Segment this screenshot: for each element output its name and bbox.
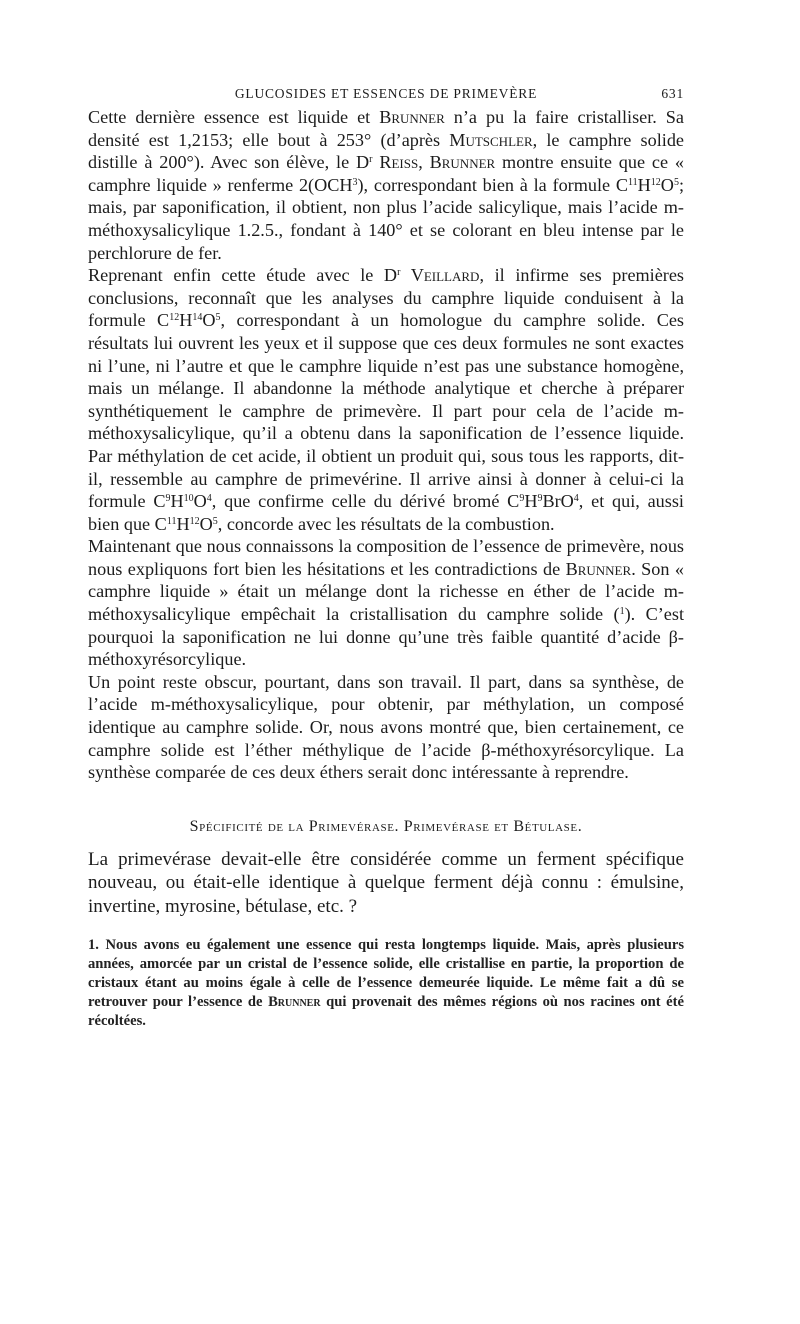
body-text bbox=[88, 106, 684, 784]
superscript: r bbox=[369, 154, 373, 166]
paragraph-2 bbox=[88, 264, 684, 535]
page-number: 631 bbox=[661, 86, 684, 101]
paragraph-3 bbox=[88, 535, 684, 671]
footnote bbox=[88, 936, 684, 1031]
text-run: Cette dernière essence est liquide et bbox=[88, 107, 380, 127]
text-run: Reprenant enfin cette étude avec le D bbox=[88, 265, 398, 286]
text-run: , et qui, aussi bien que C bbox=[88, 491, 684, 534]
superscript: 9 bbox=[165, 493, 171, 505]
text-run: . Son « camphre liquide » était un mélange dont la richesse en éther de l’acide m-méthoxysalicylique empêchait la cristallisation du camphre solide ( bbox=[88, 558, 684, 625]
superscript: 5 bbox=[212, 515, 218, 527]
text-run: n’a pu la faire cristalliser. Sa densité est 1,2153; elle bout à 253° (d’après bbox=[88, 107, 684, 150]
text-run: O bbox=[199, 513, 213, 534]
text-run: BrO bbox=[542, 491, 574, 512]
text-run: , le camphre solide distille à 200°). Avec son élève, le D bbox=[88, 129, 684, 173]
superscript: 4 bbox=[573, 493, 579, 505]
paragraph-4: Un point reste obscur, pourtant, dans son travail. Il part, dans sa synthèse, de l’acide m-méthoxysalicylique, pour obtenir, par méthylation, un composé identique au camphre solide. Or, nous avons montré que, bien certainement, ce camphre solide est l’éther méthylique de l’acide β-méthoxyrésorcylique. La synthèse comparée de ces deux éthers serait donc intéressante à reprendre. bbox=[88, 671, 684, 783]
author-name: Brunner bbox=[565, 558, 632, 579]
superscript: 11 bbox=[628, 176, 638, 188]
text-run: H bbox=[637, 174, 651, 195]
text-run: O bbox=[202, 310, 216, 331]
author-name: Reiss bbox=[372, 152, 419, 173]
footnote-text: qui provenait des mêmes régions où nos racines ont été récoltées. bbox=[88, 994, 685, 1030]
author-name: Mutschler bbox=[449, 129, 533, 150]
footnote-reference: 1 bbox=[619, 606, 625, 618]
text-run: montre ensuite que ce « camphre liquide » renferme 2(OCH bbox=[88, 152, 684, 195]
text-run: H bbox=[179, 310, 193, 331]
superscript: 14 bbox=[192, 312, 203, 324]
text-run: O bbox=[193, 491, 207, 512]
text-run: H bbox=[524, 491, 538, 512]
text-run: ). C’est pourquoi la saponification ne lui donne qu’une très faible quantité d’acide β-méthoxyrésorcylique. bbox=[88, 604, 685, 670]
text-run: , correspondant à un homologue du camphre solide. Ces résultats lui ouvrent les yeux et il suppose que ces deux formules ne sont exactes ni l’une, ni l’autre et que le camphre liquide n’est pas une substance homogène, mais un mélange. Il abandonne la méthode analytique et cherche à préparer synthétiquement le camphre de primevère. Il part pour cela de l’acide m-méthoxysalicylique, qu’il a obtenu dans la saponification de l’essence liquide. Par méthylation de cet acide, il obtient un produit qui, sous tous les rapports, dit-il, ressemble au camphre de primevérine. Il arrive ainsi à donner à celui-ci la formule C bbox=[88, 310, 684, 512]
text-run: , que confirme celle du dérivé bromé C bbox=[211, 491, 520, 512]
text-run: , concorde avec les résultats de la combustion. bbox=[217, 513, 555, 534]
footnote-text: 1. Nous avons eu également une essence qui resta longtemps liquide. Mais, après plusieurs années, amorcée par un cristal de l’essence solide, elle cristallise en partie, la proportion de cristaux étant au moins égale à celle de l’essence demeurée liquide. Le même fait a dû se retrouver pour l’essence de bbox=[88, 937, 684, 1011]
section-heading: Spécificité de la Primevérase. Primevérase et Bétulase. bbox=[189, 817, 583, 835]
text-run: , il infirme ses premières conclusions, reconnaît que les analyses du camphre liquide conduisent à la formule C bbox=[88, 265, 685, 331]
superscript: 5 bbox=[673, 176, 679, 188]
text-run: H bbox=[176, 513, 190, 534]
superscript: 3 bbox=[352, 176, 358, 188]
text-run: ), correspondant bien à la formule C bbox=[357, 174, 629, 195]
author-name: Veillard bbox=[400, 265, 480, 286]
intro-paragraph: La primevérase devait-elle être considérée comme un ferment spécifique nouveau, ou était-elle identique à quelque ferment déjà connu : émulsine, invertine, myrosine, bétulase, etc. ? bbox=[88, 848, 684, 917]
superscript: r bbox=[397, 267, 401, 279]
running-title: GLUCOSIDES ET ESSENCES DE PRIMEVÈRE bbox=[234, 86, 538, 101]
text-run: ; mais, par saponification, il obtient, non plus l’acide salicylique, mais l’acide m-méthoxysalicylique 1.2.5., fondant à 140° et se colorant en bleu intense par le perchlorure de fer. bbox=[88, 174, 684, 263]
superscript: 10 bbox=[183, 493, 194, 505]
superscript: 9 bbox=[519, 493, 525, 505]
text-run: , bbox=[418, 152, 430, 173]
superscript: 4 bbox=[206, 493, 212, 505]
author-name: Brunner bbox=[429, 152, 496, 173]
author-name: Brunner bbox=[379, 107, 445, 127]
running-head bbox=[88, 80, 684, 106]
superscript: 9 bbox=[537, 493, 543, 505]
superscript: 11 bbox=[166, 515, 177, 527]
superscript: 5 bbox=[215, 312, 221, 324]
book-page bbox=[88, 80, 684, 1031]
superscript: 12 bbox=[650, 176, 661, 188]
paragraph-1 bbox=[88, 106, 684, 264]
text-run: O bbox=[660, 174, 674, 195]
superscript: 12 bbox=[169, 312, 180, 324]
text-run: Maintenant que nous connaissons la composition de l’essence de primevère, nous nous expliquons fort bien les hésitations et les contradictions de bbox=[88, 536, 684, 579]
superscript: 12 bbox=[189, 515, 200, 527]
text-run: H bbox=[170, 491, 184, 512]
section-intro bbox=[88, 848, 684, 919]
author-name: Brunner bbox=[268, 994, 321, 1011]
